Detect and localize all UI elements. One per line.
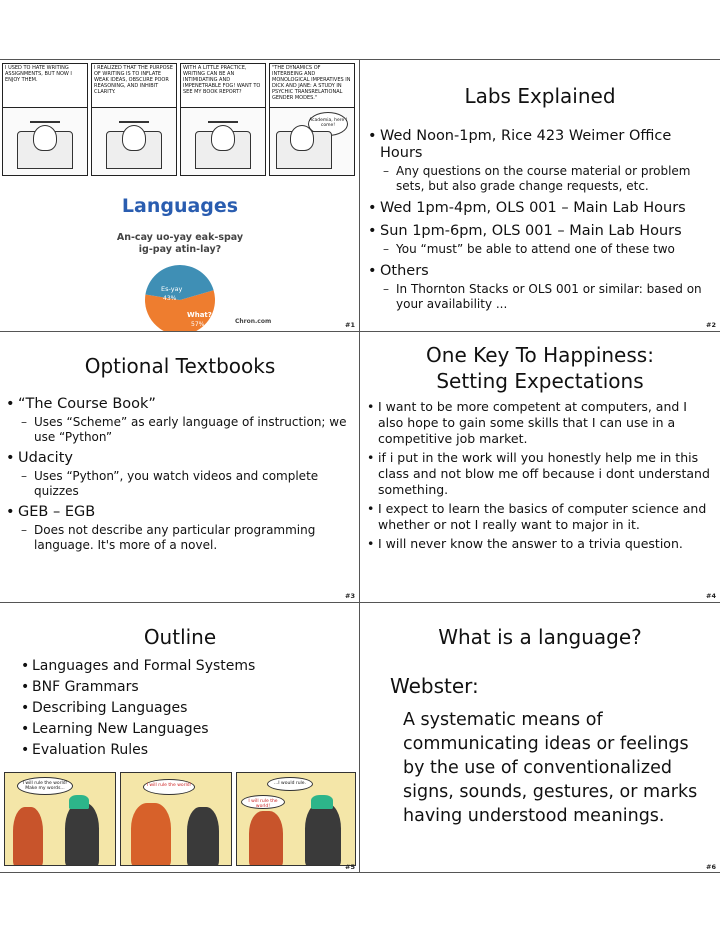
bullet-list [366,396,716,552]
pie-value-es-yay: 43% [163,295,177,302]
pig-latin-subtitle: An-cay uo-yay eak-spay ig-pay atin-lay? [116,232,244,255]
comic-panel-2 [91,63,177,176]
slide-5 [0,602,360,873]
character [290,125,314,151]
slide-title: One Key To Happiness: Setting Expectations [426,343,654,393]
slide-number: #3 [345,592,355,600]
chron-credit: Chron.com [235,318,272,325]
speech-bubble: ...I would rule. [267,777,313,791]
character-red [249,811,283,866]
slide-number: #5 [345,863,355,871]
character-red [131,803,171,866]
speech-bubble: I will rule the world! [143,779,195,795]
character-dark [305,803,341,866]
definition-text: A systematic means of communicating ideas or feelings by the use of conventionalized signs, sounds, gestures, or marks having understood meanings. [403,710,698,826]
comic-caption: WITH A LITTLE PRACTICE, WRITING CAN BE AN INTIMIDATING AND IMPENETRABLE FOG! WANT TO SEE MY BOOK REPORT? [181,64,265,108]
bullet-list [20,653,350,758]
bullet-item: • Sun 1pm-6pm, OLS 001 – Main Lab Hours [366,223,716,240]
character-red [13,807,43,866]
definition-source: Webster: [390,674,479,698]
slide-4 [360,331,720,602]
bullet-item: • BNF Grammars [20,679,350,695]
handout-grid [0,59,720,873]
sub-bullet-item: – You “must” be able to attend one of these two [366,242,716,257]
slide-title: Optional Textbooks [84,354,276,378]
bullet-list [366,124,716,312]
comic-panel-1 [2,63,88,176]
cartoon-strip [4,772,356,866]
slide-title: What is a language? [438,625,642,649]
bullet-item: • I want to be more competent at computers, and I also hope to gain some skills that I can use in a competitive job market. [366,399,716,447]
character [33,125,57,151]
pie-label-what: What? [187,311,212,319]
comic-caption: I USED TO HATE WRITING ASSIGNMENTS, BUT NOW I ENJOY THEM. [3,64,87,108]
bullet-item: • Describing Languages [20,700,350,716]
slide-number: #1 [345,321,355,329]
sub-bullet-item: – In Thornton Stacks or OLS 001 or similar: based on your availability ... [366,282,716,312]
bullet-item: • “The Course Book” [4,396,354,413]
bullet-item: • Learning New Languages [20,721,350,737]
cartoon-panel-3 [236,772,356,866]
cartoon-panel-2 [120,772,232,866]
pie-value-what: 57% [191,321,205,328]
speech-bubble: I will rule the world! [241,795,285,809]
slide-title: Outline [143,625,217,649]
comic-caption: "THE DYNAMICS OF INTERBEING AND MONOLOGICAL IMPERATIVES IN DICK AND JANE: A STUDY IN PSYCHIC TRANSRELATIONAL GENDER MODES." [270,64,354,108]
bullet-item: • Wed 1pm-4pm, OLS 001 – Main Lab Hours [366,200,716,217]
character-dark [187,807,219,866]
bullet-item: • I expect to learn the basics of computer science and whether or not I really want to major in it. [366,501,716,533]
slide-number: #6 [706,863,716,871]
bullet-item: • Languages and Formal Systems [20,658,350,674]
calvin-comic-strip [0,63,360,176]
bullet-item: • Udacity [4,450,354,467]
character-dark [65,803,99,866]
bullet-item: • I will never know the answer to a trivia question. [366,536,716,552]
slide-2 [360,60,720,331]
sub-bullet-item: – Does not describe any particular programming language. It's more of a novel. [4,523,354,553]
comic-panel-3 [180,63,266,176]
character [122,125,146,151]
languages-title: Languages [121,195,239,217]
cartoon-panel-1 [4,772,116,866]
bullet-item: • if i put in the work will you honestly help me in this class and not blow me off because i dont understand something. [366,450,716,498]
comic-caption: I REALIZED THAT THE PURPOSE OF WRITING IS TO INFLATE WEAK IDEAS, OBSCURE POOR REASONING, AND INHIBIT CLARITY. [92,64,176,108]
sub-bullet-item: – Uses “Scheme” as early language of instruction; we use “Python” [4,415,354,445]
slide-1 [0,60,360,331]
speech-bubble: I will rule the world! Make my words... [17,777,73,795]
speech-bubble: Academia, here I come! [308,112,348,136]
slide-6 [360,602,720,873]
bullet-item: • Evaluation Rules [20,742,350,758]
comic-panel-4 [269,63,355,176]
character [211,125,235,151]
bullet-item: • GEB – EGB [4,504,354,521]
pie-label-es-yay: Es-yay [161,285,183,293]
bullet-item: • Others [366,263,716,280]
slide-number: #2 [706,321,716,329]
slide-number: #4 [706,592,716,600]
bullet-item: • Wed Noon-1pm, Rice 423 Weimer Office Hours [366,128,716,162]
sub-bullet-item: – Any questions on the course material or problem sets, but also grade change requests, etc. [366,164,716,194]
bullet-list [4,392,354,553]
slide-title: Labs Explained [464,84,616,108]
slide-3 [0,331,360,602]
sub-bullet-item: – Uses “Python”, you watch videos and complete quizzes [4,469,354,499]
pie-chart [143,263,217,331]
